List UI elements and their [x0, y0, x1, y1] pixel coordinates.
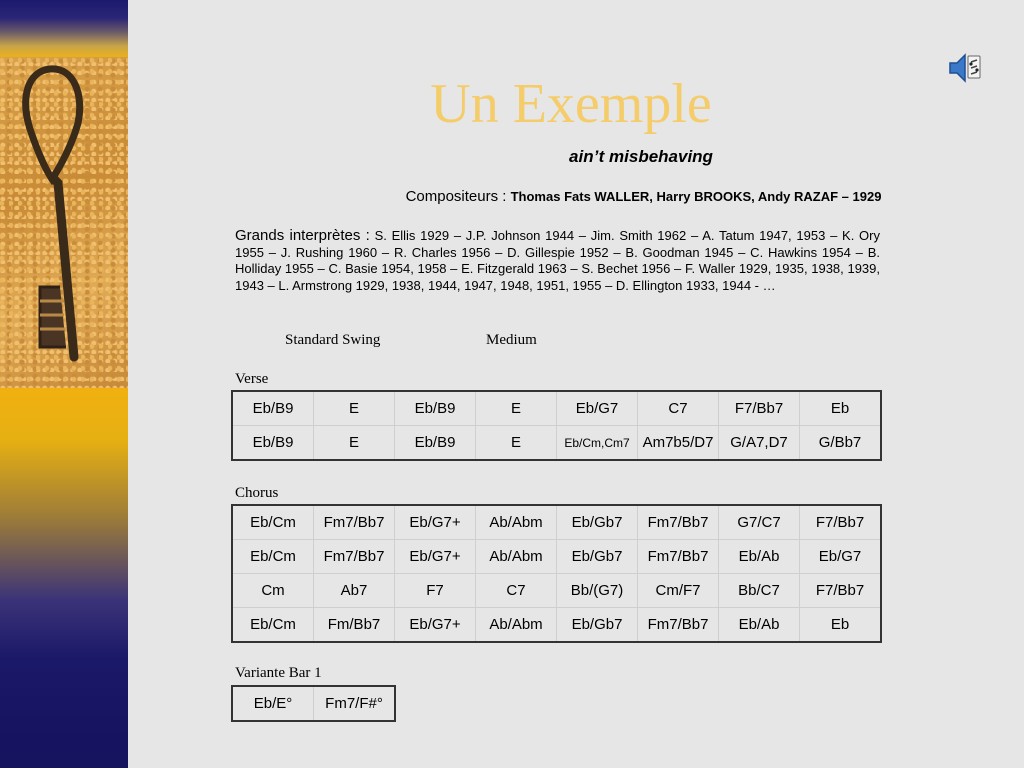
chord-cell: Fm7/Bb7 — [638, 505, 719, 540]
chord-cell: G/A7,D7 — [719, 426, 800, 461]
chord-row — [232, 426, 881, 461]
chord-cell: E — [476, 426, 557, 461]
chord-cell: Fm7/F#° — [314, 686, 396, 721]
chord-cell: F7/Bb7 — [719, 391, 800, 426]
speaker-sound-icon[interactable] — [946, 50, 982, 86]
chord-cell: Eb/Cm — [232, 608, 314, 643]
chord-row — [232, 540, 881, 574]
chord-cell: Bb/C7 — [719, 574, 800, 608]
variant-label: Variante Bar 1 — [235, 665, 322, 681]
chord-cell: Am7b5/D7 — [638, 426, 719, 461]
chord-cell: Eb/B9 — [232, 391, 314, 426]
chord-cell: E — [314, 426, 395, 461]
chord-cell: Ab/Abm — [476, 608, 557, 643]
chord-cell: Ab/Abm — [476, 540, 557, 574]
chord-cell: Ab/Abm — [476, 505, 557, 540]
chorus-chord-grid — [231, 504, 882, 643]
chord-cell: F7/Bb7 — [800, 574, 882, 608]
chord-cell: Cm/F7 — [638, 574, 719, 608]
chord-cell: Fm7/Bb7 — [638, 608, 719, 643]
chord-cell: C7 — [638, 391, 719, 426]
slide-title: Un Exemple — [430, 73, 712, 135]
chord-row — [232, 608, 881, 643]
verse-chord-grid — [231, 390, 882, 461]
key-image — [0, 57, 128, 388]
chord-cell: Eb/Ab — [719, 608, 800, 643]
chord-cell: F7/Bb7 — [800, 505, 882, 540]
chord-cell: Eb/B9 — [395, 391, 476, 426]
chord-cell: Eb/Cm — [232, 540, 314, 574]
chord-cell: Eb/Ab — [719, 540, 800, 574]
chord-cell: Bb/(G7) — [557, 574, 638, 608]
key-icon — [0, 57, 128, 388]
composers-names: Thomas Fats WALLER, Harry BROOKS, Andy RAZAF – 1929 — [510, 189, 882, 204]
decorative-sidebar — [0, 0, 128, 768]
style-label: Standard Swing — [285, 332, 381, 348]
chord-cell: Eb/Cm — [232, 505, 314, 540]
chord-row — [232, 686, 395, 721]
chord-cell: Eb/E° — [232, 686, 314, 721]
chord-cell: E — [314, 391, 395, 426]
composers-line — [236, 188, 1024, 205]
chord-cell: Eb/B9 — [395, 426, 476, 461]
performers-paragraph — [235, 228, 880, 294]
composers-label: Compositeurs : — [405, 188, 507, 205]
verse-label: Verse — [235, 371, 269, 387]
performers-list: S. Ellis 1929 – J.P. Johnson 1944 – Jim. Smith 1962 – A. Tatum 1947, 1953 – K. Ory 1955 – J. Rushing 1960 – R. Charles 1956 – D. Gillespie 1952 – B. Goodman 1945 – C. Hawkins 1954 – B. Holliday 1955 – C. Basie 1954, 1958 – E. Fitzgerald 1963 – S. Bechet 1956 – F. Waller 1929, 1935, 1938, 1939, 1943 – L. Armstrong 1929, 1938, 1944, 1947, 1948, 1951, 1955 – D. Ellington 1933, 1944 - … — [235, 228, 880, 293]
chord-cell: Eb/G7+ — [395, 540, 476, 574]
chord-cell: G/Bb7 — [800, 426, 882, 461]
chord-row — [232, 574, 881, 608]
chord-cell: Eb — [800, 391, 882, 426]
chord-cell: G7/C7 — [719, 505, 800, 540]
variant-chord-grid — [231, 685, 396, 722]
chord-cell: Ab7 — [314, 574, 395, 608]
chord-cell: Fm7/Bb7 — [314, 540, 395, 574]
chord-cell: Eb/G7+ — [395, 505, 476, 540]
chord-cell: Eb/Gb7 — [557, 608, 638, 643]
chord-cell: Eb — [800, 608, 882, 643]
chord-cell: Eb/B9 — [232, 426, 314, 461]
chord-cell: Fm/Bb7 — [314, 608, 395, 643]
performers-label: Grands interprètes : — [235, 227, 370, 244]
chord-cell: Eb/G7+ — [395, 608, 476, 643]
chord-cell: Eb/G7 — [557, 391, 638, 426]
chord-cell: C7 — [476, 574, 557, 608]
chord-cell: Eb/Cm,Cm7 — [557, 426, 638, 461]
chord-cell: Eb/G7 — [800, 540, 882, 574]
chord-cell: Fm7/Bb7 — [638, 540, 719, 574]
chord-cell: F7 — [395, 574, 476, 608]
chord-row — [232, 391, 881, 426]
tempo-label: Medium — [486, 332, 537, 348]
chord-cell: E — [476, 391, 557, 426]
chord-cell: Fm7/Bb7 — [314, 505, 395, 540]
song-title: ain’t misbehaving — [569, 147, 713, 166]
chord-cell: Eb/Gb7 — [557, 505, 638, 540]
chord-cell: Cm — [232, 574, 314, 608]
chord-row — [232, 505, 881, 540]
chorus-label: Chorus — [235, 485, 279, 501]
chord-cell: Eb/Gb7 — [557, 540, 638, 574]
